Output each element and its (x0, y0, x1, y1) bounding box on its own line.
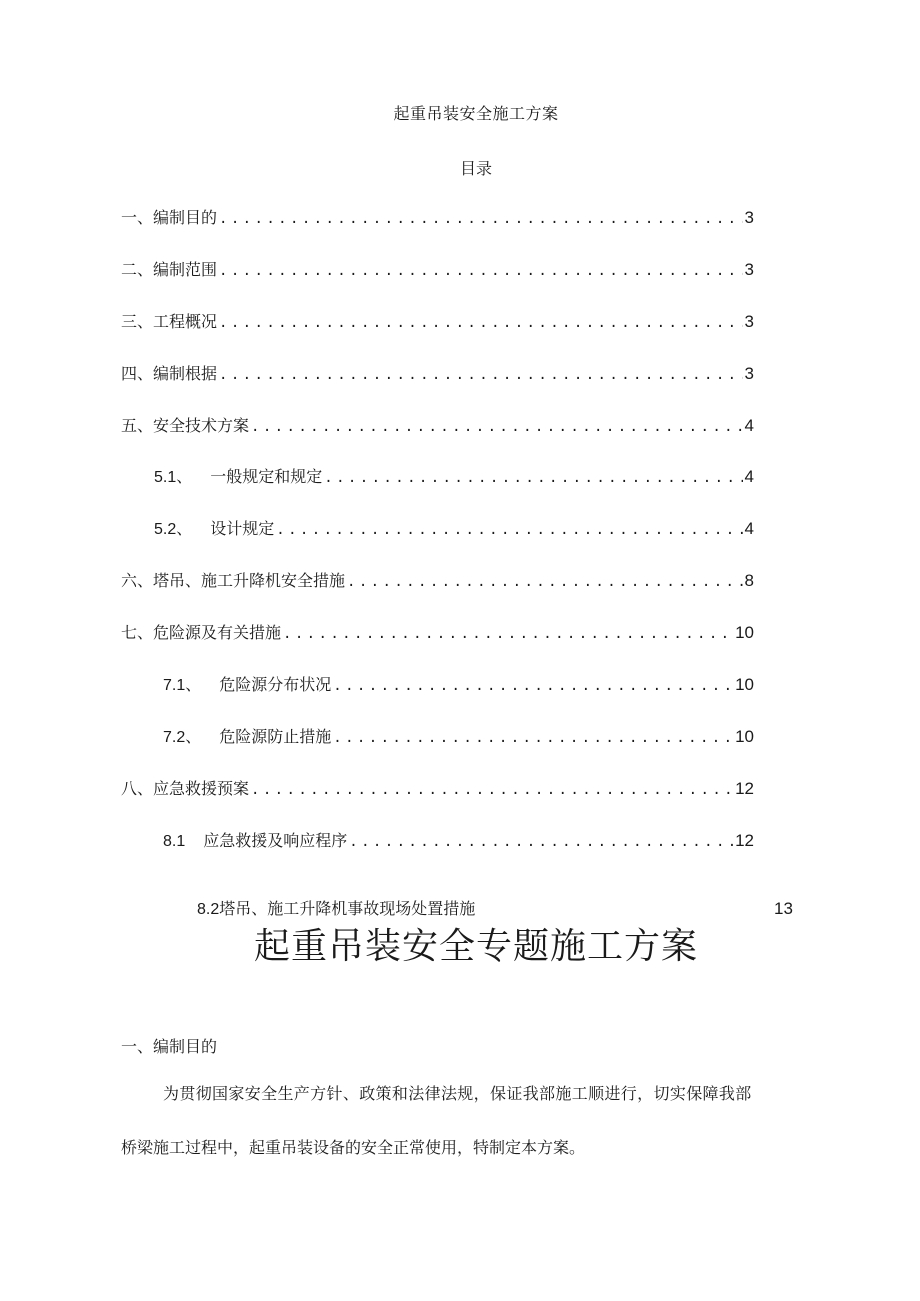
toc-entry-5[interactable] (121, 414, 754, 438)
toc-leader-dots (219, 207, 743, 231)
toc-entry-number: 5.2、 (154, 521, 193, 538)
toc-entry-6[interactable] (121, 569, 754, 593)
toc-page-number: 3 (744, 260, 754, 279)
toc-leader-dots (219, 259, 743, 283)
toc-page-number: 8 (744, 571, 754, 590)
toc-page-number: 3 (744, 312, 754, 331)
toc-page-number: 4 (744, 519, 754, 538)
toc-entry-label: 六、塔吊、施工升降机安全措施 (121, 571, 346, 590)
toc-entry-label (154, 517, 274, 542)
toc-entry-label: 四、编制根据 (121, 364, 218, 383)
toc-page-number: 10 (735, 727, 754, 746)
toc-heading: 目录 (459, 159, 492, 178)
toc-entry-7-1[interactable] (163, 673, 754, 697)
toc-entry-label (163, 829, 347, 854)
toc-entry-label: 三、工程概况 (121, 312, 218, 331)
toc-entry-4[interactable] (121, 362, 754, 386)
toc-leader-dots (276, 518, 742, 542)
toc-entry-8-1[interactable] (163, 829, 754, 853)
toc-leader-dots (324, 466, 742, 490)
toc-page-number: 13 (774, 899, 793, 918)
toc-entry-label: 八、应急救援预案 (121, 779, 250, 798)
toc-entry-text: 应急救援及响应程序 (203, 831, 348, 850)
toc-page-number: 12 (735, 779, 754, 798)
toc-page-number: 3 (744, 364, 754, 383)
toc-entry-number: 8.2 (197, 901, 220, 918)
toc-entry-8[interactable] (121, 777, 754, 801)
toc-page-number: 10 (735, 675, 754, 694)
toc-entry-text: 设计规定 (210, 519, 275, 538)
toc-page-number: 10 (735, 623, 754, 642)
toc-page-number: 4 (744, 416, 754, 435)
toc-leader-dots (333, 674, 733, 698)
toc-entry-label: 一、编制目的 (121, 208, 218, 227)
toc-entry-label: 七、危险源及有关措施 (121, 623, 282, 642)
toc-leader-dots (283, 622, 733, 646)
toc-entry-3[interactable] (121, 310, 754, 334)
toc-leader-dots (219, 311, 743, 335)
toc-entry-7[interactable] (121, 621, 754, 645)
toc-entry-label (154, 465, 322, 490)
toc-entry-label (163, 673, 331, 698)
toc-entry-label: 二、编制范围 (121, 260, 218, 279)
paragraph-line: 桥梁施工过程中，起重吊装设备的安全正常使用，特制定本方案。 (121, 1138, 586, 1157)
toc-entry-text: 危险源分布状况 (219, 675, 332, 694)
toc-entry-text: 一般规定和规定 (210, 467, 323, 486)
toc-leader-dots (349, 830, 733, 854)
toc-entry-label: 五、安全技术方案 (121, 416, 250, 435)
toc-leader-dots (251, 415, 743, 439)
toc-entry-5-1[interactable] (154, 465, 754, 489)
document-title: 起重吊装安全施工方案 (393, 104, 559, 123)
toc-entry-2[interactable] (121, 258, 754, 282)
toc-entry-number: 8.1 (163, 833, 186, 850)
paragraph-line: 为贯彻国家安全生产方针、政策和法律法规，保证我部施工顺进行，切实保障我部 (163, 1084, 752, 1103)
section-heading: 一、编制目的 (121, 1037, 218, 1056)
toc-entry-text: 塔吊、施工升降机事故现场处置措施 (219, 899, 476, 918)
toc-entry-number: 7.2、 (163, 729, 202, 746)
toc-entry-5-2[interactable] (154, 517, 754, 541)
toc-entry-number: 5.1、 (154, 469, 193, 486)
toc-leader-dots (333, 726, 733, 750)
toc-leader-dots (219, 363, 743, 387)
toc-leader-dots (347, 570, 743, 594)
toc-entry-number: 7.1、 (163, 677, 202, 694)
toc-entry-1[interactable] (121, 206, 754, 230)
toc-entry-label (163, 725, 331, 750)
toc-page-number: 3 (744, 208, 754, 227)
toc-entry-text: 危险源防止措施 (219, 727, 332, 746)
toc-entry-8-2[interactable] (197, 897, 475, 922)
toc-leader-dots (251, 778, 733, 802)
toc-page-number: 12 (735, 831, 754, 850)
toc-entry-7-2[interactable] (163, 725, 754, 749)
main-title: 起重吊装安全专题施工方案 (253, 926, 698, 967)
toc-page-number: 4 (744, 467, 754, 486)
